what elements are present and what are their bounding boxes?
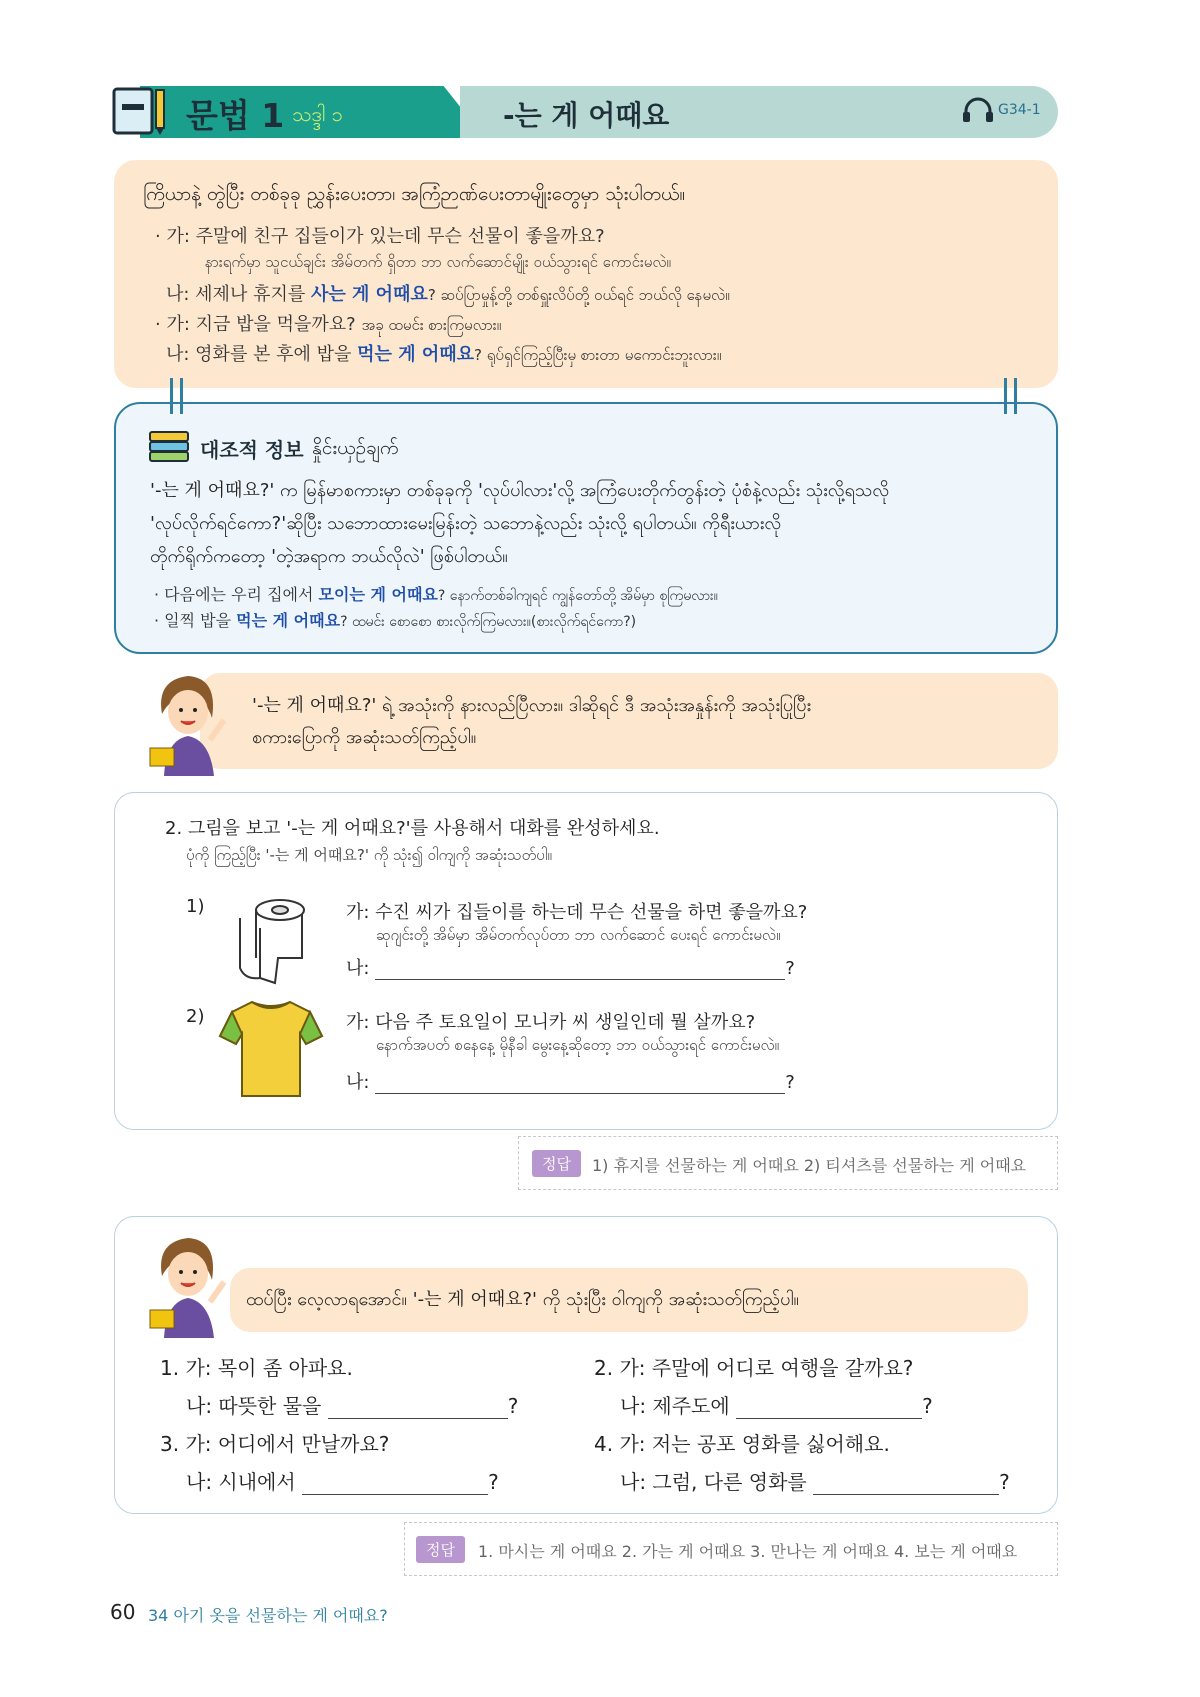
grammar-title: -는 게 어때요 — [503, 99, 670, 132]
contrast-example-1: · 다음에는 우리 집에서 모이는 게 어때요? နောက်တစ်ခါကျရင် ကျွန်တော်တို့ အိမ်မှာ စုကြမလား။ — [154, 585, 718, 604]
item-1-answer-line: 나: ? — [346, 958, 795, 979]
item-2-answer-blank[interactable] — [375, 1073, 785, 1094]
practice-1-answer: 나: 따뜻한 물을 ? — [186, 1394, 519, 1418]
practice-1-blank[interactable] — [328, 1396, 508, 1419]
item-2-number: 2) — [186, 1006, 205, 1027]
answer-tag-1: 정답 — [532, 1150, 581, 1177]
practice-3-blank[interactable] — [302, 1472, 488, 1495]
item-1-question: 가: 수진 씨가 집들이를 하는데 무슨 선물을 하면 좋을까요? — [346, 902, 808, 923]
speech-1-line-2: စကားပြောကို အဆုံးသတ်ကြည့်ပါ။ — [252, 727, 477, 748]
contrast-paragraph-line-3: တိုက်ရိုက်ကတော့ 'တဲ့အရာက ဘယ်လိုလဲ' ဖြစ်ပါတယ်။ — [150, 546, 508, 567]
speech-1-line-1: '-는 게 어때요?' ရဲ့ အသုံးကို နားလည်ပြီလား။ ဒါဆိုရင် ဒီ အသုံးအနှုန်းကို အသုံးပြုပြီး — [252, 695, 812, 716]
exercise-2-instruction: 2. 그림을 보고 '-는 게 어때요?'를 사용해서 대화를 완성하세요. — [165, 818, 660, 839]
item-1-question-myanmar: ဆုဂျင်းတို့ အိမ်မှာ အိမ်တက်လုပ်တာ ဘာ လက်ဆောင် ပေးရင် ကောင်းမလဲ။ — [376, 926, 781, 944]
item-1-number: 1) — [186, 896, 205, 917]
audio-code[interactable]: G34-1 — [998, 102, 1041, 118]
item-2-answer-line: 나: ? — [346, 1072, 795, 1093]
binder-clip-right — [1004, 378, 1018, 414]
contrast-title-myanmar: နှိုင်းယှဉ်ချက် — [312, 437, 399, 459]
answer-tag-2: 정답 — [416, 1536, 465, 1563]
contrast-paragraph-line-2: 'လုပ်လိုက်ရင်ကော?'ဆိုပြီး သဘောထားမေးမြန်းတဲ့ သဘောနဲ့လည်း သုံးလို့ ရပါတယ်။ ကိုရီးယားလို — [150, 513, 782, 534]
practice-3-question: 3. 가: 어디에서 만날까요? — [160, 1432, 390, 1456]
practice-2-question: 2. 가: 주말에 어디로 여행을 갈까요? — [594, 1356, 914, 1380]
exercise-2-instruction-myanmar: ပုံကို ကြည့်ပြီး '-는 게 어때요?' ကို သုံး၍ ဝါကျကို အဆုံးသတ်ပါ။ — [186, 846, 552, 864]
contrast-paragraph-line-1: '-는 게 어때요?' က မြန်မာစကားမှာ တစ်ခုခုကို 'လုပ်ပါလား'လို့ အကြံပေးတိုက်တွန်းတဲ့ ပုံစံနဲ့လည်း သုံးလို့ရသလို — [150, 480, 890, 501]
example-2-question: · 가: 지금 밥을 먹을까요? အခု ထမင်း စားကြမလား။ — [155, 314, 502, 335]
contrast-title: 대조적 정보 — [200, 438, 304, 462]
practice-1-question: 1. 가: 목이 좀 아파요. — [160, 1356, 353, 1380]
example-1-question-myanmar: နားရက်မှာ သူငယ်ချင်း အိမ်တက် ရှိတာ ဘာ လက်ဆောင်မျိုး ဝယ်သွားရင် ကောင်းမလဲ။ — [205, 253, 671, 271]
example-1-answer: 나: 세제나 휴지를 사는 게 어때요? ဆပ်ပြာမှုန့်တို့ တစ်ရှူးလိပ်တို့ ဝယ်ရင် ဘယ်လို နေမလဲ။ — [166, 284, 730, 305]
book-icon — [112, 86, 168, 136]
stacked-books-icon — [148, 430, 190, 464]
page-number: 60 — [110, 1600, 136, 1624]
practice-4-blank[interactable] — [813, 1472, 999, 1495]
teacher-illustration — [148, 668, 230, 776]
practice-4-answer: 나: 그럼, 다른 영화를 ? — [620, 1470, 1010, 1494]
toilet-paper-illustration — [220, 888, 320, 988]
lesson-label-myanmar: သဒ္ဒါ ၁ — [292, 102, 343, 126]
item-2-question-myanmar: နောက်အပတ် စနေနေ့ မိုနီခါ မွေးနေ့ဆိုတော့ ဘာ ဝယ်သွားရင် ကောင်းမလဲ။ — [376, 1036, 780, 1054]
chapter-title: 34 아기 옷을 선물하는 게 어때요? — [148, 1606, 388, 1625]
answer-text-1: 1) 휴지를 선물하는 게 어때요 2) 티셔츠를 선물하는 게 어때요 — [592, 1156, 1027, 1175]
practice-2-blank[interactable] — [736, 1396, 922, 1419]
usage-description: ကြိယာနဲ့ တွဲပြီး တစ်ခုခု ညွှန်းပေးတာ၊ အကြံဉာဏ်ပေးတာမျိုးတွေမှာ သုံးပါတယ်။ — [143, 183, 686, 205]
example-2-answer: 나: 영화를 본 후에 밥을 먹는 게 어때요? ရုပ်ရှင်ကြည့်ပြီးမှ စားတာ မကောင်းဘူးလား။ — [166, 344, 722, 365]
practice-4-question: 4. 가: 저는 공포 영화를 싫어해요. — [594, 1432, 890, 1456]
t-shirt-illustration — [218, 996, 324, 1100]
practice-3-answer: 나: 시내에서 ? — [186, 1470, 499, 1494]
lesson-label: 문법 1 — [186, 96, 285, 135]
practice-2-answer: 나: 제주도에 ? — [620, 1394, 933, 1418]
headphone-icon[interactable] — [962, 97, 994, 123]
example-1-question: · 가: 주말에 친구 집들이가 있는데 무슨 선물이 좋을까요? — [155, 226, 605, 247]
teacher-illustration-2 — [148, 1230, 230, 1338]
answer-text-2: 1. 마시는 게 어때요 2. 가는 게 어때요 3. 만나는 게 어때요 4. 보는 게 어때요 — [478, 1542, 1018, 1561]
example-2-highlight: 먹는 게 어때요 — [357, 344, 475, 365]
contrast-example-2: · 일찍 밥을 먹는 게 어때요? ထမင်း စောစော စားလိုက်ကြမလား။(စားလိုက်ရင်ကော?) — [154, 611, 637, 630]
example-1-highlight: 사는 게 어때요 — [310, 284, 428, 305]
binder-clip-left — [170, 378, 184, 414]
speech-2-line: ထပ်ပြီး လေ့လာရအောင်။ '-는 게 어때요?' ကို သုံးပြီး ဝါကျကို အဆုံးသတ်ကြည့်ပါ။ — [246, 1289, 799, 1310]
item-2-question: 가: 다음 주 토요일이 모니카 씨 생일인데 뭘 살까요? — [346, 1012, 756, 1033]
item-1-answer-blank[interactable] — [375, 959, 785, 980]
